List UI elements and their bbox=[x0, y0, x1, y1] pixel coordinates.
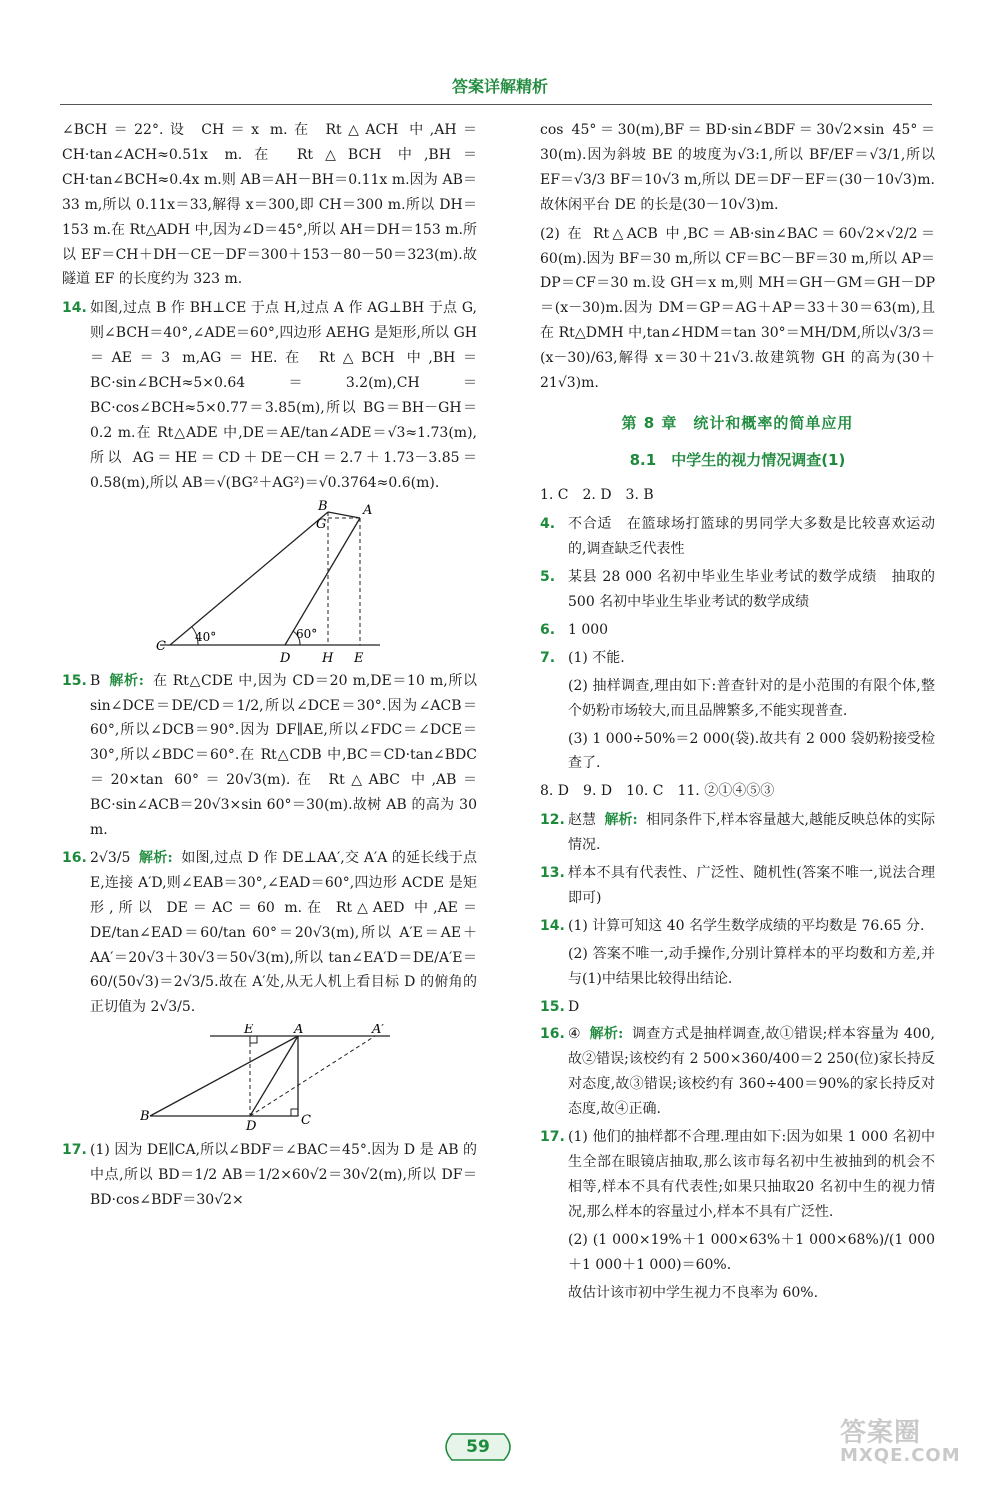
answer-text bbox=[568, 808, 935, 858]
answers-1-3: 1. C 2. D 3. B bbox=[540, 487, 654, 504]
right-column bbox=[540, 118, 935, 1308]
question-number: 16. bbox=[540, 1026, 565, 1043]
answer-14-part-2: (2) 答案不唯一,动手操作,分别计算样本的平均数和方差,并与(1)中结果比较得出结论. bbox=[568, 945, 935, 987]
analysis-text: 调查方式是抽样调查,故①错误;样本容量为 400,故②错误;该校约有 2 500×360/400＝2 250(位)家长持反对态度,故③错误;该校约有 360÷400＝90%的家长持反对态度,故④正确. bbox=[568, 1026, 935, 1118]
analysis-text: 如图,过点 D 作 DE⊥AA′,交 A′A 的延长线于点 E,连接 A′D,则∠EAB＝30°,∠EAD＝60°,四边形 ACDE 是矩形,所以 DE＝AC＝60 m.在 Rt△AED 中,AE＝DE/tan∠EAD＝60/tan 60°＝20√3(m),所以 A′E＝AE＋AA′＝20√3＋30√3＝50√3(m),所以 tan∠EA′D＝DE/A′E＝60/(50√3)＝2√3/5.故在 A′处,从无人机上看目标 D 的俯角的正切值为 2√3/5. bbox=[90, 849, 477, 1016]
analysis-text: 在 Rt△CDE 中,因为 CD＝20 m,DE＝10 m,所以 sin∠DCE＝DE/CD＝1/2,所以∠DCE＝30°.因为∠ACB＝60°,所以∠DCB＝90°.因为 DF∥AE,所以∠FDC＝∠DCE＝30°,所以∠BDC＝60°.在 Rt△CDB 中,BC＝CD·tan∠BDC＝20×tan 60°＝20√3(m).在 Rt△ABC 中,AB＝BC·sin∠ACB＝20√3×sin 60°＝30(m).故树 AB 的高为 30 m. bbox=[90, 672, 478, 839]
answer-text: (1) 因为 DE∥CA,所以∠BDF＝∠BAC＝45°.因为 D 是 AB 的中点,所以 BD＝1/2 AB＝1/2×60√2＝30√2(m),所以 DF＝BD·cos∠BDF＝30√2× bbox=[90, 1142, 477, 1209]
segment-da bbox=[285, 518, 360, 645]
answer-15 bbox=[540, 995, 935, 1020]
left-column bbox=[62, 118, 477, 1216]
question-number: 17. bbox=[540, 1129, 565, 1146]
question-number: 16. bbox=[62, 849, 87, 866]
answer-4 bbox=[540, 512, 935, 562]
question-number: 14. bbox=[540, 917, 565, 934]
solution-continuation: cos 45°＝30(m),BF＝BD·sin∠BDF＝30√2×sin 45°＝30(m).因为斜坡 BE 的坡度为√3:1,所以 BF/EF＝√3/1,所以 EF＝√3/3 BF＝10√3 m,所以 DE＝DF－EF＝(30－10√3)m.故休闲平台 DE 的长是(30－10√3)m. bbox=[540, 122, 935, 213]
label-angle60: 60° bbox=[295, 626, 317, 641]
answer-14 bbox=[62, 296, 477, 495]
answer-text: 样本不具有代表性、广泛性、随机性(答案不唯一,说法合理即可) bbox=[568, 865, 935, 906]
label-a-prime: A′ bbox=[371, 1024, 384, 1038]
watermark-line1: 答案圈 bbox=[840, 1418, 922, 1448]
answer-text bbox=[568, 1022, 935, 1122]
label-e: E bbox=[243, 1024, 253, 1038]
question-number: 12. bbox=[540, 812, 565, 829]
figure-16 bbox=[140, 1024, 400, 1134]
page-header: 答案详解精析 bbox=[451, 77, 548, 96]
question-number: 15. bbox=[540, 998, 565, 1015]
answer-17 bbox=[540, 1125, 935, 1225]
answer-7-part-3: (3) 1 000÷50%＝2 000(袋).故共有 2 000 袋奶粉接受检查了. bbox=[568, 730, 935, 772]
answer-text: (1) 他们的抽样都不合理.理由如下:因为如果 1 000 名初中生全部在眼镜店抽取,那么该市每名初中生被抽到的机会不相等,样本不具有代表性;如果只抽取20 名初中生的视力情况,那么样本的容量过小,样本不具有广泛性. bbox=[568, 1129, 935, 1220]
answer-16 bbox=[540, 1022, 935, 1122]
figure-14 bbox=[150, 500, 390, 665]
label-g: G bbox=[315, 516, 326, 532]
section-title: 8.1 中学生的视力情况调查(1) bbox=[629, 450, 846, 469]
answer-14 bbox=[540, 914, 935, 939]
answer-value: 赵慧 bbox=[568, 812, 597, 829]
watermark-line2: MXQE.COM bbox=[840, 1445, 961, 1467]
question-number: 15. bbox=[62, 672, 87, 689]
question-number: 6. bbox=[540, 621, 556, 638]
segment-ba bbox=[150, 1036, 298, 1116]
question-number: 14. bbox=[62, 300, 87, 317]
answer-17-part-3: 故估计该市初中学生视力不良率为 60%. bbox=[568, 1284, 819, 1301]
label-d: D bbox=[245, 1119, 256, 1135]
answer-text: 如图,过点 B 作 BH⊥CE 于点 H,过点 A 作 AG⊥BH 于点 G,则∠BCH＝40°,∠ADE＝60°,四边形 AEHG 是矩形,所以 GH＝AE＝3 m,AG＝HE.在 Rt△BCH 中,BH＝BC·sin∠BCH≈5×0.64＝3.2(m),CH＝BC·cos∠BCH≈5×0.77＝3.85(m),所以 BG＝BH－GH＝0.2 m.在 Rt△ADE 中,DE＝AE/tan∠ADE＝√3≈1.73(m),所以 AG＝HE＝CD＋DE－CH＝2.7＋1.73－3.85＝0.58(m),所以 AB＝√(BG²＋AG²)＝√0.3764≈0.6(m). bbox=[90, 300, 477, 491]
question-number: 4. bbox=[540, 516, 556, 533]
label-d: D bbox=[279, 650, 290, 665]
label-e: E bbox=[353, 650, 363, 665]
segment-bc bbox=[170, 512, 328, 645]
answer-17 bbox=[62, 1138, 477, 1213]
label-angle40: 40° bbox=[194, 629, 216, 644]
label-a: A bbox=[293, 1024, 303, 1038]
solution-part-2: (2) 在 Rt△ACB 中,BC＝AB·sin∠BAC＝60√2×√2/2＝60(m).因为 BF＝30 m,所以 CF＝BC－BF＝30 m,所以 AP＝DP＝CF＝30 m.设 GH＝x m,则 MH＝GH－GM＝GH－DP＝(x－30)m.因为 DM＝GP＝AG＋AP＝33＋30＝63(m),且在 Rt△DMH 中,tan∠HDM＝tan 30°＝MH/DM,所以√3/3＝(x－30)/63,解得 x＝30＋21√3.故建筑物 GH 的高为(30＋21√3)m. bbox=[540, 225, 936, 392]
answer-text: (1) 不能. bbox=[568, 649, 625, 666]
answer-text bbox=[90, 846, 477, 1020]
answer-7 bbox=[540, 646, 935, 671]
answer-17-part-2: (2) (1 000×19%＋1 000×63%＋1 000×68%)/(1 000＋1 000＋1 000)＝60%. bbox=[568, 1231, 935, 1273]
analysis-label: 解析: bbox=[139, 849, 173, 866]
analysis-label: 解析: bbox=[604, 812, 638, 829]
segment-da bbox=[250, 1036, 298, 1116]
answer-12 bbox=[540, 808, 935, 858]
answer-text: 某县 28 000 名初中毕业生毕业考试的数学成绩 抽取的 500 名初中毕业生毕业考试的数学成绩 bbox=[568, 569, 935, 610]
answer-text: D bbox=[568, 998, 580, 1015]
label-b: B bbox=[139, 1109, 150, 1125]
segment-ba bbox=[328, 512, 360, 518]
answer-value: ④ bbox=[568, 1026, 581, 1043]
question-number: 7. bbox=[540, 649, 556, 666]
answer-16 bbox=[62, 846, 477, 1020]
analysis-label: 解析: bbox=[109, 672, 144, 689]
page-number: 59 bbox=[466, 1437, 490, 1457]
label-h: H bbox=[321, 650, 333, 665]
answer-text: 不合适 在篮球场打篮球的男同学大多数是比较喜欢运动的,调查缺乏代表性 bbox=[568, 516, 935, 558]
segment-da2 bbox=[250, 1036, 375, 1116]
analysis-label: 解析: bbox=[589, 1026, 624, 1043]
answer-7-part-2: (2) 抽样调查,理由如下:普查针对的是小范围的有限个体,整个奶粉市场较大,而且品牌繁多,不能实现普查. bbox=[568, 677, 935, 719]
answer-choice: B bbox=[90, 672, 101, 689]
chapter-title: 第 8 章 统计和概率的简单应用 bbox=[621, 413, 854, 432]
question-number: 13. bbox=[540, 865, 565, 882]
label-c: C bbox=[300, 1113, 311, 1129]
answer-13 bbox=[540, 861, 935, 911]
right-angle-e bbox=[250, 1036, 257, 1043]
answer-value: 2√3/5 bbox=[90, 849, 131, 866]
question-number: 17. bbox=[62, 1142, 87, 1159]
solution-continuation: ∠BCH＝22°.设 CH＝x m.在 Rt△ACH 中,AH＝CH·tan∠ACH≈0.51x m.在 Rt△BCH 中,BH＝CH·tan∠BCH≈0.4x m.则 AB＝AH－BH＝0.11x m.因为 AB＝33 m,所以 0.11x＝33,解得 x＝300,即 CH＝300 m.所以 DH＝153 m.在 Rt△ADH 中,因为∠D＝45°,所以 AH＝DH＝153 m.所以 EF＝CH＋DH－CE－DF＝300＋153－80－50＝323(m).故隧道 EF 的长度约为 323 m. bbox=[62, 122, 477, 288]
header-divider bbox=[60, 104, 932, 105]
answer-15 bbox=[62, 669, 477, 843]
answer-6 bbox=[540, 618, 935, 643]
question-number: 5. bbox=[540, 569, 556, 586]
answer-text: 1 000 bbox=[568, 621, 609, 638]
answer-text bbox=[90, 669, 477, 843]
watermark bbox=[840, 1420, 961, 1466]
label-a: A bbox=[362, 502, 372, 518]
page-number-badge bbox=[438, 1430, 518, 1464]
label-c: C bbox=[155, 638, 166, 654]
label-b: B bbox=[317, 499, 328, 514]
answers-8-11: 8. D 9. D 10. C 11. ②①④⑤③ bbox=[540, 783, 775, 800]
answer-5 bbox=[540, 565, 935, 615]
answer-text: (1) 计算可知这 40 名学生数学成绩的平均数是 76.65 分. bbox=[568, 917, 925, 934]
analysis-text: 相同条件下,样本容量越大,越能反映总体的实际情况. bbox=[568, 812, 936, 854]
right-angle-c bbox=[291, 1109, 298, 1116]
